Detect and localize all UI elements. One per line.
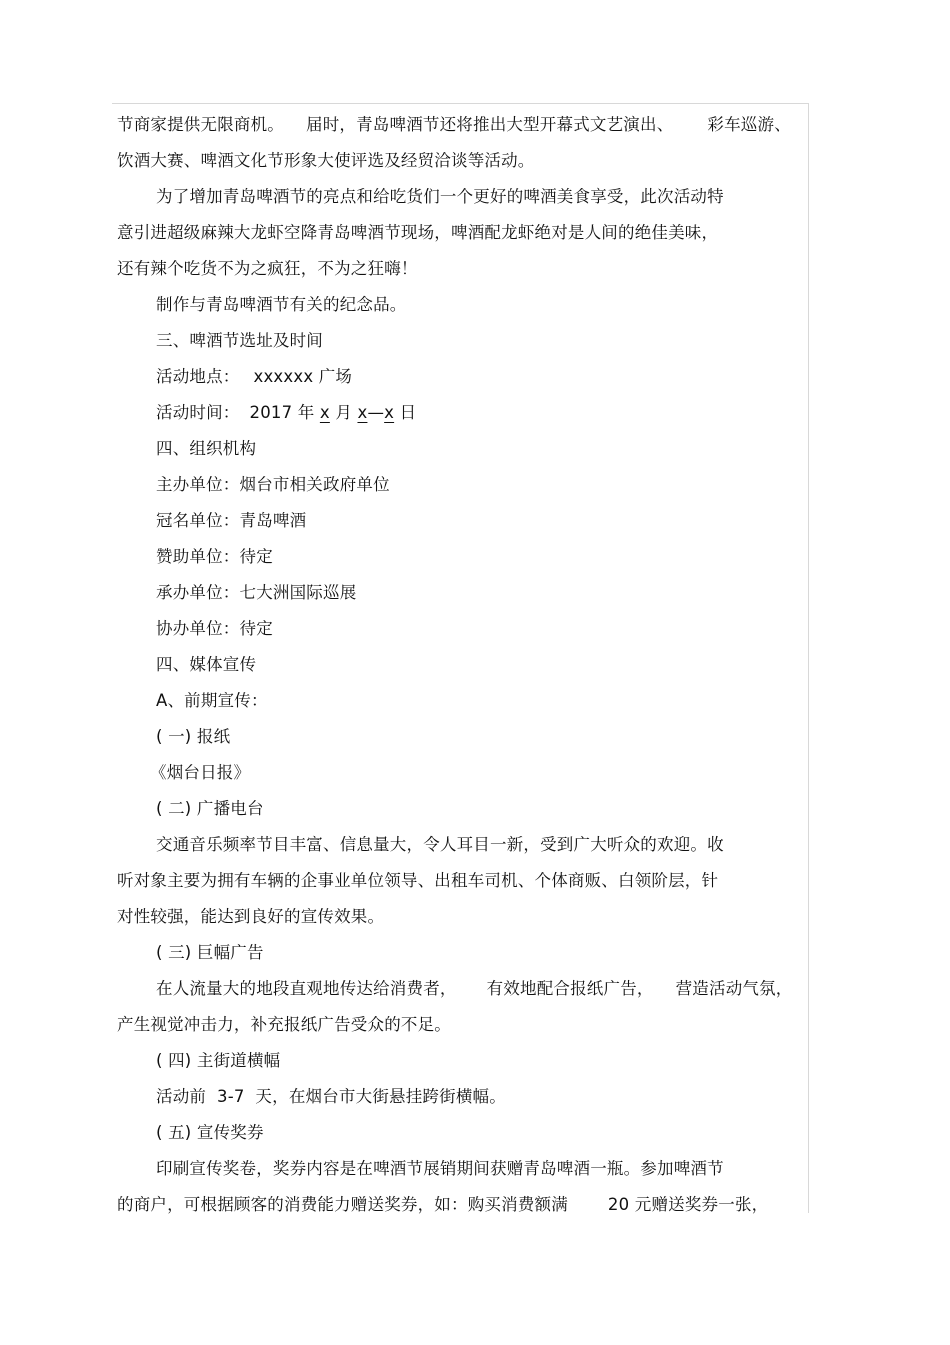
text-segment: 届时，青岛啤酒节还将推出大型开幕式文艺演出、 [306,115,674,134]
subsection-heading: A、前期宣传： [156,691,268,710]
section-heading: 四、组织机构 [156,439,257,458]
text-line: 还有辣个吃货不为之疯狂，不为之狂嗨！ [117,259,418,278]
placeholder-x: x [357,403,368,422]
section-heading: 四、媒体宣传 [156,655,257,674]
page-border-top [112,103,809,104]
label: 活动时间： [156,403,240,422]
paragraph-start [156,976,793,1002]
year: 2017 年 [249,403,315,422]
text-segment: 20 元赠送奖券一张， [607,1195,769,1214]
list-heading: ( 三) 巨幅广告 [156,943,264,962]
label: 活动地点： [156,367,240,386]
page-border-right [808,103,809,1213]
text-line: 听对象主要为拥有车辆的企事业单位领导、出租车司机、个体商贩、白领阶层，针 [117,871,719,890]
text-line: 对性较强，能达到良好的宣传效果。 [117,907,385,926]
newspaper-name: 《烟台日报》 [150,763,251,782]
text-line [117,1192,768,1218]
section-heading: 三、啤酒节选址及时间 [156,331,323,350]
organizer: 主办单位：烟台市相关政府单位 [156,475,390,494]
text-line-2: 饮酒大赛、啤酒文化节形象大使评选及经贸洽谈等活动。 [117,151,535,170]
text-line: 活动前 3-7 天，在烟台市大街悬挂跨街横幅。 [156,1087,506,1106]
placeholder-x: x [319,403,330,422]
title-sponsor: 冠名单位：青岛啤酒 [156,511,307,530]
text-segment: 彩车巡游、 [707,115,791,134]
list-heading: ( 五) 宣传奖券 [156,1123,264,1142]
text-segment: 营造活动气氛， [675,979,793,998]
value: xxxxxx 广场 [253,367,353,386]
day: 日 [399,403,417,422]
co-organizer: 协办单位：待定 [156,619,273,638]
text-segment: 的商户，可根据顾客的消费能力赠送奖券，如：购买消费额满 [117,1195,568,1214]
paragraph-start: 交通音乐频率节目丰富、信息量大，令人耳目一新，受到广大听众的欢迎。收 [156,835,724,854]
text-segment: 节商家提供无限商机。 [117,115,284,134]
text-line: 意引进超级麻辣大龙虾空降青岛啤酒节现场，啤酒配龙虾绝对是人间的绝佳美味， [117,223,719,242]
paragraph-start: 为了增加青岛啤酒节的亮点和给吃货们一个更好的啤酒美食享受，此次活动特 [156,187,724,206]
list-heading: ( 一) 报纸 [156,727,231,746]
paragraph-start: 印刷宣传奖卷，奖券内容是在啤酒节展销期间获赠青岛啤酒一瓶。参加啤酒节 [156,1159,724,1178]
sponsor: 赞助单位：待定 [156,547,273,566]
text-line: 制作与青岛啤酒节有关的纪念品。 [156,295,407,314]
text-line-1 [117,112,791,138]
month: 月 [335,403,353,422]
text-segment: 在人流量大的地段直观地传达给消费者， [156,979,457,998]
event-location [156,364,352,390]
event-time [156,400,416,426]
dash: — [367,403,385,422]
list-heading: ( 四) 主街道横幅 [156,1051,281,1070]
text-segment: 有效地配合报纸广告， [486,979,654,998]
list-heading: ( 二) 广播电台 [156,799,264,818]
undertaker: 承办单位：七大洲国际巡展 [156,583,357,602]
placeholder-x: x [384,403,395,422]
text-line: 产生视觉冲击力，补充报纸广告受众的不足。 [117,1015,451,1034]
